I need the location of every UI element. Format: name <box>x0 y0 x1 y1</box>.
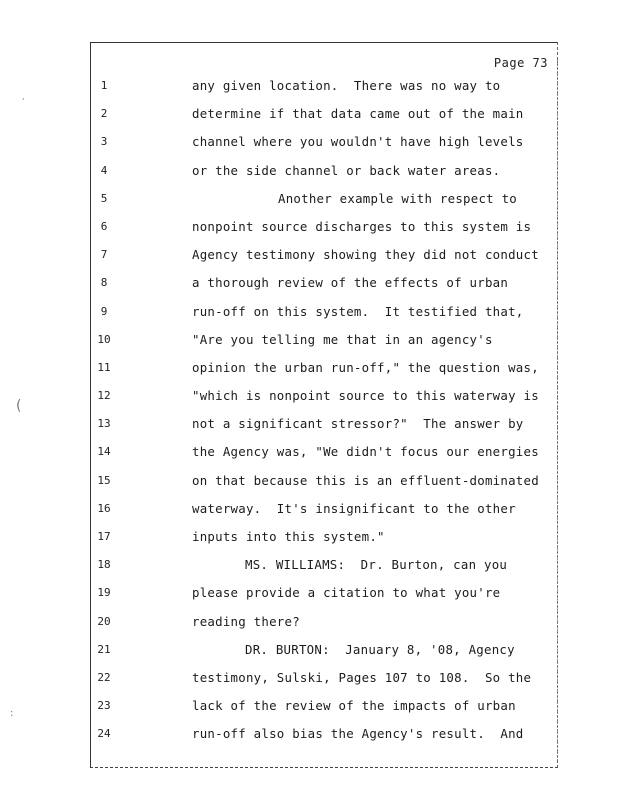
transcript-line <box>0 78 618 106</box>
transcript-line <box>0 585 618 613</box>
line-text: testimony, Sulski, Pages 107 to 108. So the <box>192 669 532 685</box>
line-text: determine if that data came out of the main <box>192 106 524 122</box>
line-text: not a significant stressor?" The answer by <box>192 416 524 432</box>
transcript-line <box>0 219 618 247</box>
line-number: 10 <box>97 332 111 346</box>
line-number: 11 <box>97 360 111 374</box>
line-text: nonpoint source discharges to this system is <box>192 218 532 234</box>
transcript-line <box>0 501 618 529</box>
line-number: 9 <box>100 304 108 318</box>
transcript-line <box>0 726 618 754</box>
line-number: 2 <box>100 107 108 121</box>
line-text: or the side channel or back water areas. <box>192 162 501 178</box>
line-text: please provide a citation to what you're <box>192 585 501 601</box>
transcript-line <box>0 444 618 472</box>
line-text: reading there? <box>192 613 300 629</box>
transcript-line <box>0 529 618 557</box>
line-number: 16 <box>97 501 111 515</box>
line-number: 7 <box>100 248 108 262</box>
line-text: DR. BURTON: January 8, '08, Agency <box>245 641 515 657</box>
line-number: 15 <box>97 473 111 487</box>
margin-scribble: ( <box>16 398 22 414</box>
line-number: 1 <box>100 79 108 92</box>
transcript-line <box>0 388 618 416</box>
line-text: run-off also bias the Agency's result. And <box>192 726 524 742</box>
line-number: 20 <box>97 614 111 628</box>
line-text: lack of the review of the impacts of urban <box>192 698 516 714</box>
line-text: "which is nonpoint source to this waterway is <box>192 388 539 404</box>
transcript-line <box>0 163 618 191</box>
line-number: 17 <box>97 530 111 543</box>
line-text: channel where you wouldn't have high levels <box>192 134 524 150</box>
transcript-line <box>0 557 618 585</box>
line-number: 6 <box>100 219 108 233</box>
line-number: 23 <box>97 699 111 713</box>
line-number: 21 <box>97 642 111 656</box>
line-text: the Agency was, "We didn't focus our energies <box>192 444 539 460</box>
line-text: MS. WILLIAMS: Dr. Burton, can you <box>245 557 508 573</box>
transcript-line <box>0 275 618 303</box>
transcript-body <box>0 78 618 755</box>
line-text: a thorough review of the effects of urban <box>192 275 509 291</box>
transcript-line <box>0 360 618 388</box>
transcript-line <box>0 416 618 444</box>
page-number: Page 73 <box>493 56 548 70</box>
line-text: any given location. There was no way to <box>192 78 501 93</box>
line-text: waterway. It's insignificant to the other <box>192 500 516 516</box>
line-number: 24 <box>97 727 111 741</box>
line-number: 4 <box>100 163 108 177</box>
line-text: opinion the urban run-off," the question was, <box>192 359 539 375</box>
line-number: 12 <box>97 389 111 403</box>
line-text: run-off on this system. It testified that, <box>192 303 524 319</box>
transcript-line <box>0 191 618 219</box>
line-number: 18 <box>97 558 111 572</box>
margin-speck: : <box>10 708 14 719</box>
line-number: 14 <box>97 445 111 459</box>
line-number: 22 <box>97 670 111 684</box>
transcript-line <box>0 473 618 501</box>
transcript-line <box>0 332 618 360</box>
margin-speck: , <box>22 92 25 101</box>
transcript-line <box>0 642 618 670</box>
line-number: 3 <box>100 135 108 149</box>
transcript-line <box>0 614 618 642</box>
line-text: Another example with respect to <box>278 190 518 206</box>
transcript-line <box>0 670 618 698</box>
line-text: on that because this is an effluent-dominated <box>192 472 539 488</box>
line-number: 5 <box>100 191 108 205</box>
line-text: inputs into this system." <box>192 529 385 544</box>
transcript-line <box>0 304 618 332</box>
transcript-line <box>0 134 618 162</box>
line-text: Agency testimony showing they did not conduct <box>192 247 539 263</box>
line-number: 13 <box>97 417 111 431</box>
transcript-line <box>0 247 618 275</box>
transcript-line <box>0 698 618 726</box>
transcript-line <box>0 106 618 134</box>
line-number: 19 <box>97 586 111 600</box>
line-number: 8 <box>100 276 108 290</box>
line-text: "Are you telling me that in an agency's <box>192 331 493 347</box>
